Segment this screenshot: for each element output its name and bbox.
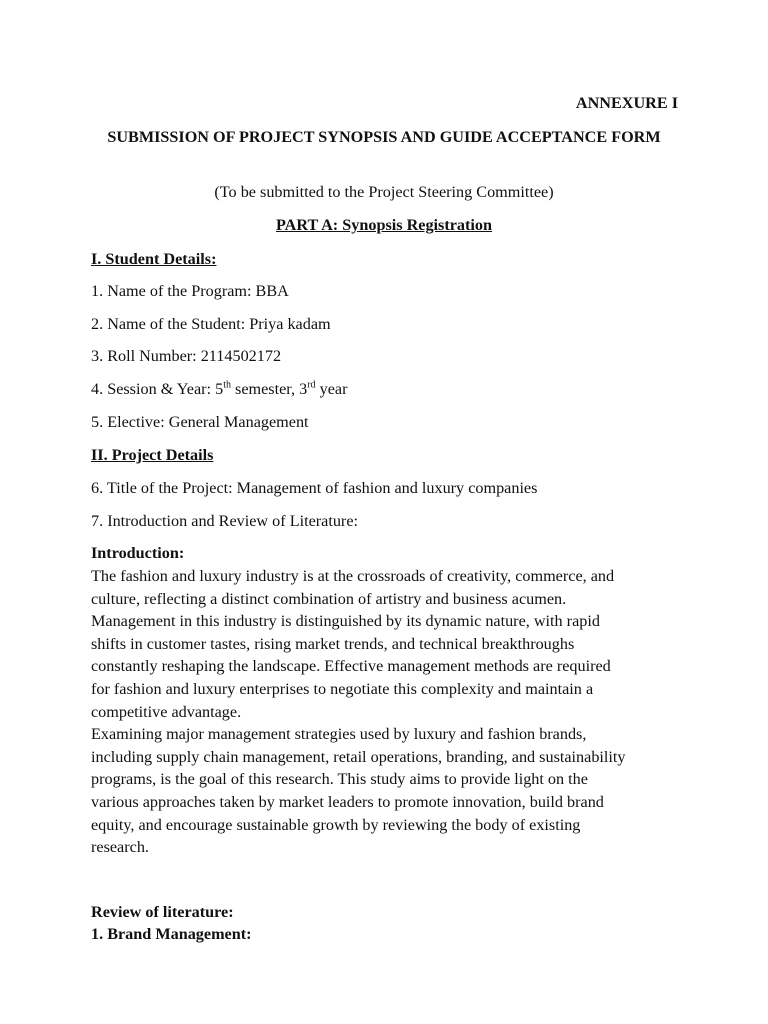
intro-line: various approaches taken by market leaders to promote innovation, build brand: [91, 792, 604, 811]
session-mid: semester, 3: [231, 380, 308, 398]
brand-management-heading: 1. Brand Management:: [91, 925, 252, 943]
student-details-heading: I. Student Details:: [91, 250, 217, 268]
intro-line: Examining major management strategies used by luxury and fashion brands,: [91, 725, 587, 744]
student-name-line: 2. Name of the Student: Priya kadam: [91, 315, 331, 333]
intro-line: The fashion and luxury industry is at the crossroads of creativity, commerce, and: [91, 567, 615, 585]
intro-line: programs, is the goal of this research. This study aims to provide light on the: [91, 770, 588, 789]
intro-review-line: 7. Introduction and Review of Literature:: [91, 512, 359, 530]
roll-number-line: 3. Roll Number: 2114502172: [91, 347, 282, 365]
form-subtitle: (To be submitted to the Project Steering Committee): [214, 183, 554, 201]
session-sup-rd: rd: [307, 379, 316, 391]
part-heading: PART A: Synopsis Registration: [275, 216, 493, 234]
program-line: 1. Name of the Program: BBA: [91, 282, 289, 300]
session-sup-th: th: [223, 379, 231, 391]
annexure-label: ANNEXURE I: [575, 94, 678, 112]
session-suffix: year: [315, 380, 348, 398]
form-title: SUBMISSION OF PROJECT SYNOPSIS AND GUIDE ACCEPTANCE FORM: [107, 128, 661, 146]
introduction-body: [91, 565, 681, 859]
review-heading: Review of literature:: [91, 903, 234, 921]
intro-line: competitive advantage.: [91, 702, 242, 721]
intro-line: constantly reshaping the landscape. Effective management methods are required: [91, 657, 611, 676]
session-prefix: 4. Session & Year: 5: [91, 380, 224, 398]
intro-line: including supply chain management, retail operations, branding, and sustainability: [91, 747, 626, 766]
elective-line: 5. Elective: General Management: [91, 413, 309, 431]
introduction-heading: Introduction:: [91, 544, 185, 562]
intro-line: equity, and encourage sustainable growth by reviewing the body of existing: [91, 815, 581, 834]
intro-line: research.: [91, 838, 149, 857]
intro-line: for fashion and luxury enterprises to negotiate this complexity and maintain a: [91, 679, 594, 698]
intro-line: culture, reflecting a distinct combination of artistry and business acumen.: [91, 589, 567, 608]
project-details-heading: II. Project Details: [91, 446, 214, 464]
intro-line: shifts in customer tastes, rising market trends, and technical breakthroughs: [91, 634, 575, 653]
project-title-line: 6. Title of the Project: Management of fashion and luxury companies: [91, 479, 538, 497]
session-year-line: [91, 380, 347, 399]
intro-line: Management in this industry is distinguished by its dynamic nature, with rapid: [91, 612, 600, 631]
